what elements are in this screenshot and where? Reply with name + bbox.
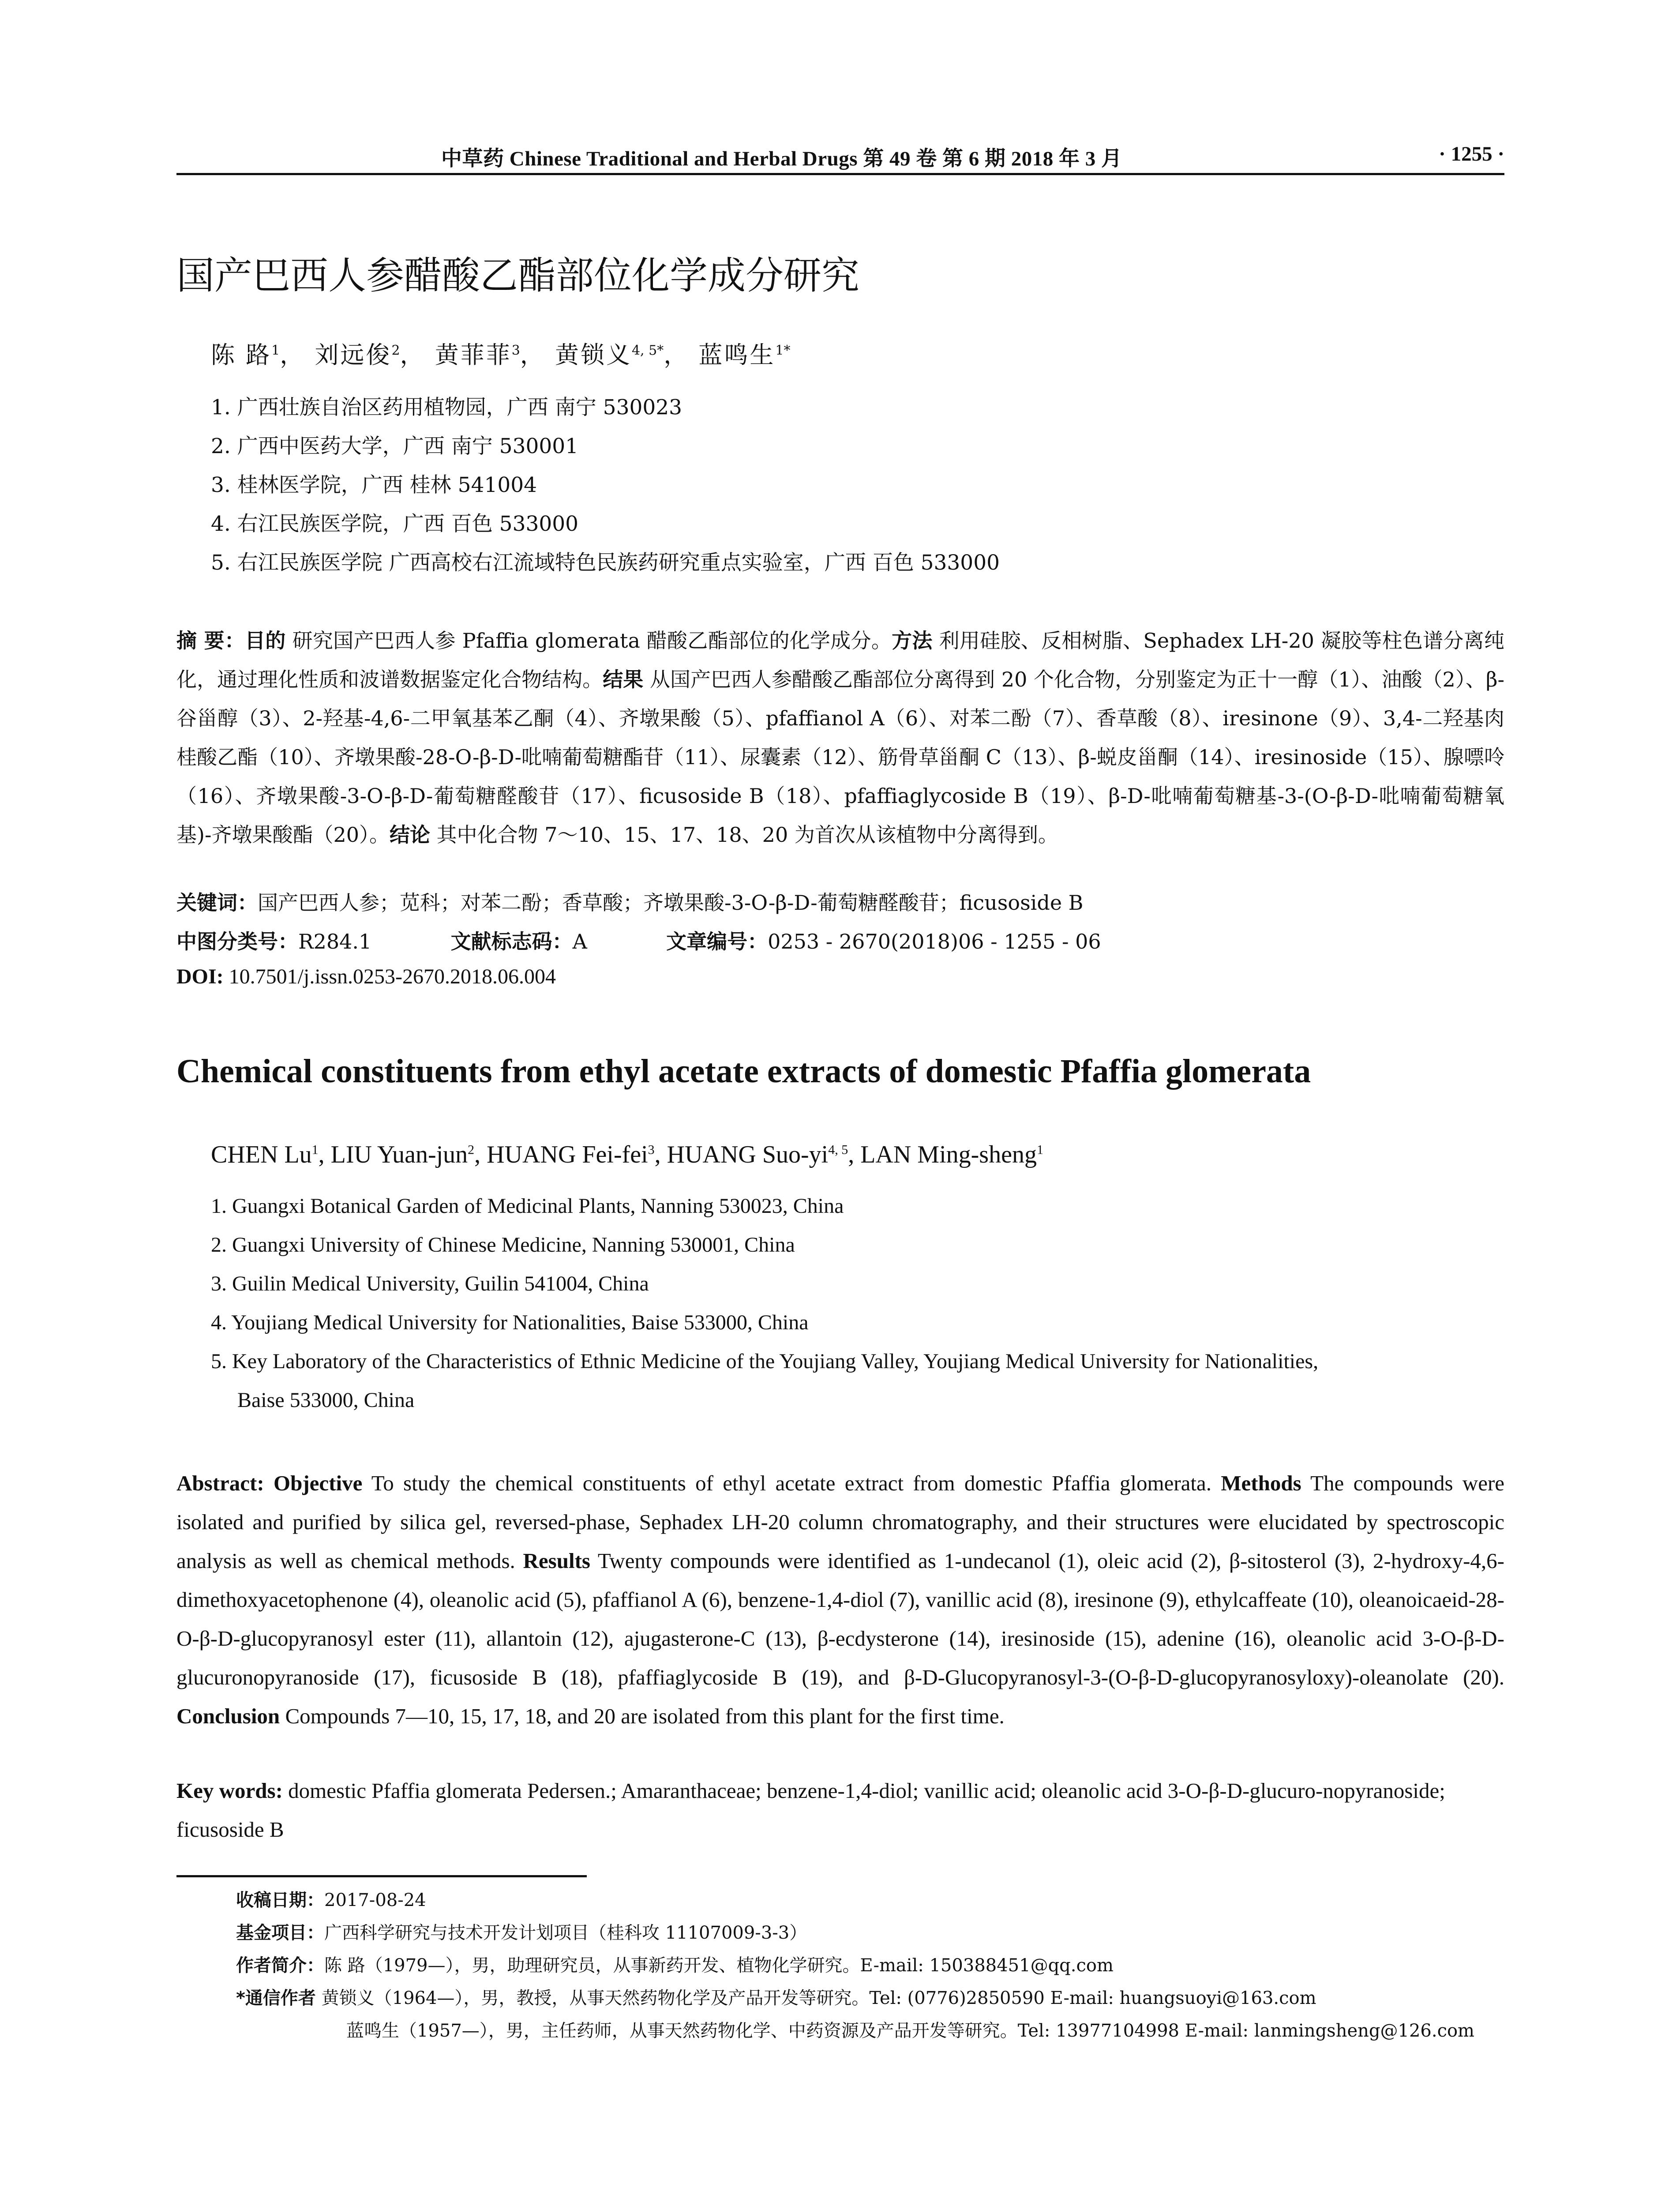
en-author: HUANG Fei-fei bbox=[487, 1141, 648, 1168]
cn-conclusion-label: 结论 bbox=[390, 823, 431, 847]
article-number-label: 文章编号： bbox=[666, 930, 768, 953]
cn-abstract bbox=[176, 621, 1504, 854]
en-conclusion-label: Conclusion bbox=[176, 1704, 280, 1728]
cn-affiliation: 5. 右江民族医学院 广西高校右江流域特色民族药研究重点实验室，广西 百色 533000 bbox=[211, 551, 1000, 575]
classification-line bbox=[176, 926, 1101, 955]
footnote-label: 作者简介： bbox=[236, 1955, 324, 1976]
footnote-label: 收稿日期： bbox=[236, 1890, 324, 1910]
doi-label: DOI: bbox=[176, 965, 224, 988]
cn-objective: 研究国产巴西人参 Pfaffia glomerata 醋酸乙酯部位的化学成分。 bbox=[285, 629, 892, 653]
cn-affiliation: 3. 桂林医学院，广西 桂林 541004 bbox=[211, 473, 537, 497]
en-methods: The compounds were isolated and purified by silica gel, reversed-phase, Sephadex LH-20 column chromatography, and their structures were elucidated by spectroscopic analysis as well as chemical methods. bbox=[176, 1471, 1505, 1573]
page-number: · 1255 · bbox=[1439, 143, 1504, 165]
footnote-text: 广西科学研究与技术开发计划项目（桂科攻 11107009-3-3） bbox=[324, 1923, 807, 1943]
cn-affiliation: 1. 广西壮族自治区药用植物园，广西 南宁 530023 bbox=[211, 395, 682, 420]
cn-abstract-label: 摘 要： bbox=[176, 629, 245, 653]
footnote-text: 2017-08-24 bbox=[324, 1890, 426, 1910]
en-results-label: Results bbox=[523, 1549, 590, 1573]
cn-affiliation: 4. 右江民族医学院，广西 百色 533000 bbox=[211, 512, 579, 536]
cn-author-sup: 4, 5* bbox=[631, 343, 664, 358]
cn-authors: 陈 路$^1$， 刘远俊$^2$， 黄菲菲$^3$， 黄锁义$^{4, 5*}$， 蓝鸣生$^{1*}$ bbox=[211, 341, 791, 369]
footnote-divider bbox=[176, 1875, 587, 1877]
cn-keywords bbox=[176, 887, 1084, 916]
en-author-sup: 4, 5 bbox=[828, 1142, 848, 1157]
cn-keywords-label: 关键词： bbox=[176, 891, 258, 915]
en-keywords bbox=[176, 1771, 1504, 1849]
cn-affiliation: 2. 广西中医药大学，广西 南宁 530001 bbox=[211, 434, 579, 458]
en-affiliation: 1. Guangxi Botanical Garden of Medicinal Plants, Nanning 530023, China bbox=[211, 1194, 844, 1218]
cn-results: 从国产巴西人参醋酸乙酯部位分离得到 20 个化合物，分别鉴定为正十一醇（1）、油酸（2）、β-谷甾醇（3）、2-羟基-4,6-二甲氧基苯乙酮（4）、齐墩果酸（5）、pfaffianol A（6）、对苯二酚（7）、香草酸（8）、iresinone（9）、3,4-二羟基肉桂酸乙酯（10）、齐墩果酸-28-O-β-D-吡喃葡萄糖酯苷（11）、尿囊素（12）、筋骨草甾酮 C（13）、β-蜕皮甾酮（14）、iresinoside（15）、腺嘌呤（16）、齐墩果酸-3-O-β-D-葡萄糖醛酸苷（17）、ficusoside B（18）、pfaffiaglycoside B（19）、β-D-吡喃葡萄糖基-3-(O-β-D-吡喃葡萄糖氧基)-齐墩果酸酯（20）。 bbox=[176, 668, 1505, 847]
clc-label: 中图分类号： bbox=[176, 930, 298, 953]
en-author: LAN Ming-sheng bbox=[860, 1141, 1037, 1168]
en-methods-label: Methods bbox=[1221, 1471, 1301, 1495]
cn-methods-label: 方法 bbox=[892, 629, 933, 653]
en-keywords-value: domestic Pfaffia glomerata Pedersen.; Amaranthaceae; benzene-1,4-diol; vanillic acid; oleanolic acid 3-O-β-D-glucuro-nopyranoside; ficusoside B bbox=[176, 1778, 1445, 1842]
running-header bbox=[176, 142, 1504, 175]
cn-author: 黄菲菲 bbox=[435, 341, 512, 369]
en-results: Twenty compounds were identified as 1-undecanol (1), oleic acid (2), β-sitosterol (3), 2-hydroxy-4,6-dimethoxyacetophenone (4), oleanolic acid (5), pfaffianol A (6), benzene-1,4-diol (7), vanillic acid (8), iresinone (9), ethylcaffeate (10), oleanoicaeid-28-O-β-D-glucopyranosyl ester (11), allantoin (12), ajugasterone-C (13), β-ecdysterone (14), iresinoside (15), adenine (16), oleanolic acid 3-O-β-D-glucuronopyranoside (17), ficusoside B (18), pfaffiaglycoside B (19), and β-D-Glucopyranosyl-3-(O-β-D-glucopyranosyloxy)-oleanolate (20). bbox=[176, 1549, 1504, 1689]
footnote-label: *通信作者 bbox=[236, 1988, 316, 2008]
en-affiliations bbox=[211, 1187, 1504, 1420]
en-author-sup: 3 bbox=[648, 1142, 655, 1157]
en-affiliation: 5. Key Laboratory of the Characteristics of Ethnic Medicine of the Youjiang Valley, Youjiang Medical University for Nationalities, bbox=[211, 1350, 1319, 1373]
doc-code-value: A bbox=[572, 930, 587, 953]
en-keywords-label: Key words: bbox=[176, 1778, 283, 1803]
footnote-author-bio bbox=[236, 1949, 1507, 1982]
en-authors: CHEN Lu$^1$, LIU Yuan-jun$^2$, HUANG Fei-fei$^3$, HUANG Suo-yi$^{4, 5}$, LAN Ming-sheng$^1$ bbox=[211, 1141, 1043, 1168]
en-abstract bbox=[176, 1464, 1504, 1736]
cn-keywords-value: 国产巴西人参；苋科；对苯二酚；香草酸；齐墩果酸-3-O-β-D-葡萄糖醛酸苷；ficusoside B bbox=[258, 891, 1084, 915]
en-author-sup: 1 bbox=[1036, 1142, 1043, 1157]
footnote-text: 陈 路（1979—），男，助理研究员，从事新药开发、植物化学研究。E-mail: 150388451@qq.com bbox=[324, 1955, 1114, 1976]
doi-line bbox=[176, 964, 556, 989]
en-author: CHEN Lu bbox=[211, 1141, 312, 1168]
en-affiliation: 3. Guilin Medical University, Guilin 541004, China bbox=[211, 1272, 649, 1295]
cn-author-sup: 3 bbox=[511, 343, 520, 358]
footnote-corresponding-2 bbox=[236, 2015, 1507, 2047]
cn-methods: 利用硅胶、反相树脂、Sephadex LH-20 凝胶等柱色谱分离纯化，通过理化性质和波谱数据鉴定化合物结构。 bbox=[176, 629, 1505, 691]
cn-affiliations bbox=[211, 388, 1000, 582]
en-author: LIU Yuan-jun bbox=[330, 1141, 468, 1168]
cn-author-sup: 1* bbox=[775, 343, 791, 358]
en-author-sup: 1 bbox=[311, 1142, 319, 1157]
footnote-received bbox=[236, 1884, 1507, 1917]
footnote-text: 蓝鸣生（1957—），男，主任药师，从事天然药物化学、中药资源及产品开发等研究。Tel: 13977104998 E-mail: lanmingsheng@126.com bbox=[346, 2021, 1474, 2041]
footnote-label: 基金项目： bbox=[236, 1923, 324, 1943]
cn-conclusion: 其中化合物 7～10、15、17、18、20 为首次从该植物中分离得到。 bbox=[430, 823, 1058, 847]
en-abstract-label: Abstract: bbox=[176, 1471, 264, 1495]
doi-value: 10.7501/j.issn.0253-2670.2018.06.004 bbox=[229, 965, 556, 988]
footnote-corresponding bbox=[236, 1982, 1507, 2015]
cn-author-sup: 2 bbox=[391, 343, 400, 358]
en-author-sup: 2 bbox=[468, 1142, 475, 1157]
en-title: Chemical constituents from ethyl acetate extracts of domestic Pfaffia glomerata bbox=[176, 1053, 1311, 1090]
cn-author: 陈 路 bbox=[211, 341, 272, 369]
journal-info: 中草药 Chinese Traditional and Herbal Drugs 第 49 卷 第 6 期 2018 年 3 月 bbox=[441, 147, 1122, 170]
en-affiliation: 4. Youjiang Medical University for Nationalities, Baise 533000, China bbox=[211, 1311, 809, 1334]
clc-value: R284.1 bbox=[298, 930, 372, 953]
footnote-text: 黄锁义（1964—），男，教授，从事天然药物化学及产品开发等研究。Tel: (0776)2850590 E-mail: huangsuoyi@163.com bbox=[315, 1988, 1316, 2008]
cn-author: 刘远俊 bbox=[315, 341, 392, 369]
footnote-funding bbox=[236, 1917, 1507, 1949]
en-affiliation: 2. Guangxi University of Chinese Medicine, Nanning 530001, China bbox=[211, 1233, 795, 1257]
en-objective: To study the chemical constituents of ethyl acetate extract from domestic Pfaffia glomerata. bbox=[362, 1471, 1212, 1495]
cn-author: 黄锁义 bbox=[555, 341, 632, 369]
cn-author-sup: 1 bbox=[271, 343, 280, 358]
footnotes bbox=[236, 1884, 1507, 2047]
doc-code-label: 文献标志码： bbox=[450, 930, 573, 953]
cn-author: 蓝鸣生 bbox=[698, 341, 776, 369]
article-number-value: 0253 - 2670(2018)06 - 1255 - 06 bbox=[768, 930, 1101, 953]
en-objective-label: Objective bbox=[273, 1471, 363, 1495]
en-author: HUANG Suo-yi bbox=[667, 1141, 829, 1168]
en-conclusion: Compounds 7—10, 15, 17, 18, and 20 are isolated from this plant for the first time. bbox=[280, 1704, 1005, 1728]
en-affiliation-continued: Baise 533000, China bbox=[237, 1388, 415, 1412]
cn-results-label: 结果 bbox=[603, 668, 644, 691]
cn-title: 国产巴西人参醋酸乙酯部位化学成分研究 bbox=[176, 254, 859, 298]
cn-objective-label: 目的 bbox=[245, 629, 286, 653]
